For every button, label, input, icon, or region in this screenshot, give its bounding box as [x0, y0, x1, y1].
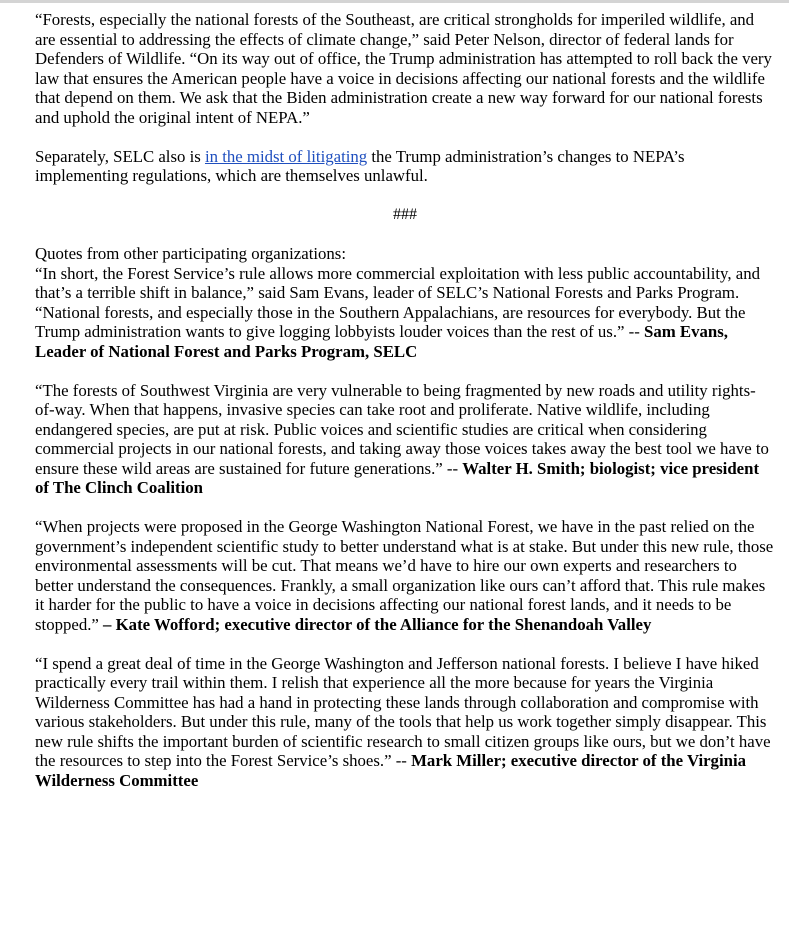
litigation-paragraph [35, 147, 775, 186]
miller-attribution: Mark Miller; executive director of the Virginia Wilderness Committee [35, 751, 746, 790]
evans-attribution: Sam Evans, Leader of National Forest and Parks Program, SELC [35, 322, 728, 361]
litigation-text-after: the Trump administration’s changes to NEPA’s implementing regulations, which are themselves unlawful. [35, 146, 685, 185]
smith-quote-paragraph [35, 381, 775, 498]
top-divider [0, 0, 789, 3]
litigation-text-before: Separately, SELC also is [35, 146, 205, 166]
wofford-quote-text: “When projects were proposed in the George Washington National Forest, we have in the past relied on the government’s independent scientific study to better understand what is at stake. But under this new rule, those environmental assessments will be cut. That means we’d have to hire our own experts and researchers to better understand the consequences. Frankly, a small organization like ours can’t afford that. This rule makes it harder for the public to have a voice in decisions affecting our national forest lands, and it needs to be stopped.” [35, 517, 774, 634]
evans-quote-text: “In short, the Forest Service’s rule allows more commercial exploitation with less public accountability, and that’s a terrible shift in balance,” said Sam Evans, leader of SELC’s National Forests and Parks Program. “National forests, and especially those in the Southern Appalachians, are resources for everybody. But the Trump administration wants to give logging lobbyists louder voices than the rest of us.” -- [35, 263, 760, 341]
evans-quote-paragraph [35, 264, 775, 362]
quotes-heading: Quotes from other participating organizations: [35, 244, 346, 263]
wofford-quote-paragraph [35, 517, 775, 634]
wofford-attribution: – Kate Wofford; executive director of the Alliance for the Shenandoah Valley [103, 614, 652, 634]
document-page [35, 10, 775, 790]
section-separator: ### [393, 206, 417, 223]
smith-quote-text: “The forests of Southwest Virginia are very vulnerable to being fragmented by new roads and utility rights-of-way. When that happens, invasive species can take root and proliferate. Native wildlife, including endangered species, are put at risk. Public voices and scientific studies are critical when considering commercial projects in our national forests, and taking away those voices takes away the best tool we have to ensure these wild areas are sustained for future generations.” -- [35, 380, 769, 478]
smith-attribution: Walter H. Smith; biologist; vice president of The Clinch Coalition [35, 458, 760, 497]
litigation-link[interactable]: in the midst of litigating [204, 146, 368, 166]
miller-quote-paragraph [35, 654, 775, 791]
miller-quote-text: “I spend a great deal of time in the George Washington and Jefferson national forests. I believe I have hiked practically every trail within them. I relish that experience all the more because for years the Virginia Wilderness Committee has had a hand in protecting these lands through collaboration and compromise with various stakeholders. But under this rule, many of the tools that help us work together simply disappear. This new rule shifts the important burden of scientific research to small citizen groups like ours, but we don’t have the resources to step into the Forest Service’s shoes.” -- [35, 653, 771, 770]
nelson-quote-paragraph: “Forests, especially the national forests of the Southeast, are critical strongholds for imperiled wildlife, and are essential to addressing the effects of climate change,” said Peter Nelson, director of federal lands for Defenders of Wildlife. “On its way out of office, the Trump administration has attempted to roll back the very law that ensures the American people have a voice in decisions affecting our national forests and the wildlife that depend on them. We ask that the Biden administration create a new way forward for our national forests and uphold the original intent of NEPA.” [35, 10, 772, 127]
